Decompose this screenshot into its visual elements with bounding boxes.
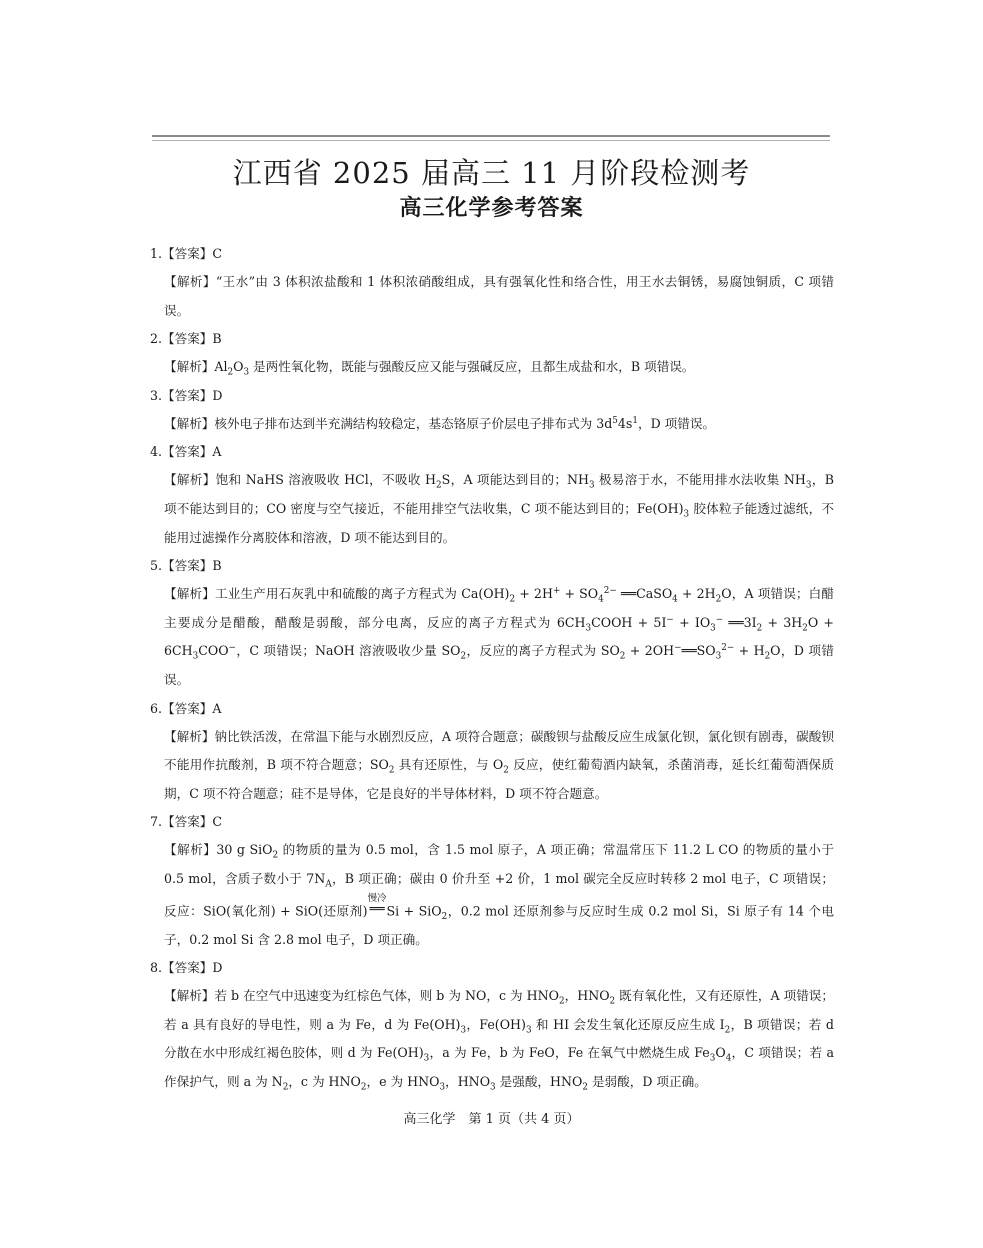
document-title: 江西省 2025 届高三 11 月阶段检测考 [232,156,751,190]
explanation: 【解析】“王水”由 3 体积浓盐酸和 1 体积浓硝酸组成，具有强氧化性和络合性，用王水去铜锈，易腐蚀铜质，C 项错误。 [164,274,834,318]
question-4 [150,438,834,552]
question-1 [150,240,834,325]
explanation: 【解析】若 b 在空气中迅速变为红棕色气体，则 b 为 NO，c 为 $HNO_2$，$HNO_2$ 既有氧化性，又有还原性，A 项错误；若 a 具有良好的导电性，则 a 为 Fe，d 为 $Fe(OH)_3$，$Fe(OH)_3$ 和 HI 会发生氧化还原反应生成 $I_2$，B 项错误；若 d 分散在水中形成红褐色胶体，则 d 为 $Fe(OH)_3$，a 为 Fe，b 为 FeO，Fe 在氧气中燃烧生成 $Fe_3O_4$，C 项错误；若 a 作保护气，则 a 为 $N_2$，c 为 $HNO_2$，e 为 $HNO_3$，$HNO_3$ 是强酸，$HNO_2$ 是弱酸，D 项正确。 [164,988,835,1093]
answer-line: 6.【答案】A [150,700,222,716]
explanation: 【解析】饱和 NaHS 溶液吸收 HCl，不吸收 $H_2S$，A 项能达到目的；$NH_3$ 极易溶于水，不能用排水法收集 $NH_3$，B 项不能达到目的；CO 密度与空气接近，不能用排空气法收集，C 项不能达到目的；$Fe(OH)_3$ 胶体粒子能透过滤纸，不能用过滤操作分离胶体和溶液，D 项不能达到目的。 [164,472,834,545]
question-7 [150,808,834,954]
question-8 [150,954,834,1096]
header-rule-top [152,135,830,137]
page-footer: 高三化学 第 1 页（共 4 页） [403,1112,580,1127]
answer-line: 2.【答案】B [150,331,222,347]
explanation: 【解析】30 g SiO$_2$ 的物质的量为 0.5 mol，含 1.5 mol 原子，A 项正确；常温常压下 11.2 L CO 的物质的量小于 0.5 mol，含质子数小于 $7N_A$，B 项正确；碳由 0 价升至 +2 价，1 mol 碳完全反应时转移 2 mol 电子，C 项错误；反应：SiO(氧化剂) + SiO(还原剂) 慢冷 ══ Si + SiO$_2$，0.2 mol 还原剂参与反应时生成 0.2 mol Si，Si 原子有 14 个电子，0.2 mol Si 含 2.8 mol 电子，D 项正确。 [164,842,834,947]
question-5 [150,552,834,694]
answer-list [150,240,834,1097]
header-rule-bottom [152,140,830,141]
question-6 [150,695,834,809]
question-3 [150,382,834,439]
explanation: 【解析】$Al_2O_3$ 是两性氧化物，既能与强酸反应又能与强碱反应，且都生成盐和水，B 项错误。 [164,359,695,378]
answer-line: 3.【答案】D [150,387,223,403]
answer-line: 1.【答案】C [150,246,223,261]
document-subtitle: 高三化学参考答案 [399,196,584,221]
answer-line: 8.【答案】D [150,960,223,976]
answer-line: 4.【答案】A [150,444,222,460]
question-2 [150,325,834,382]
explanation: 【解析】核外电子排布达到半充满结构较稳定，基态铬原子价层电子排布式为 $3d^54s^1$，D 项错误。 [164,415,716,431]
explanation: 【解析】工业生产用石灰乳中和硫酸的离子方程式为 $Ca(OH)_2 + 2H^+ + SO_4^{2-}$ ══CaSO$_4$ + $2H_2O$，A 项错误；白醋主要成分是醋酸，醋酸是弱酸，部分电离，反应的离子方程式为 $6CH_3COOH + 5I^- + IO_3^-$ $══3I_2 + 3H_2O + 6CH_3COO^-$，C 项错误；NaOH 溶液吸收少量 $SO_2$，反应的离子方程式为 $SO_2$ + $2OH^-══SO_3^{2-} + H_2O$，D 项错误。 [164,585,835,687]
explanation: 【解析】钠比铁活泼，在常温下能与水剧烈反应，A 项符合题意；碳酸钡与盐酸反应生成氯化钡，氯化钡有剧毒，碳酸钡不能用作抗酸剂，B 项不符合题意；$SO_2$ 具有还原性，与 $O_2$ 反应，使红葡萄酒内缺氧，杀菌消毒，延长红葡萄酒保质期，C 项不符合题意；硅不是导体，它是良好的半导体材料，D 项不符合题意。 [164,728,834,801]
answer-line: 7.【答案】C [150,814,223,830]
answer-line: 5.【答案】B [150,558,222,574]
